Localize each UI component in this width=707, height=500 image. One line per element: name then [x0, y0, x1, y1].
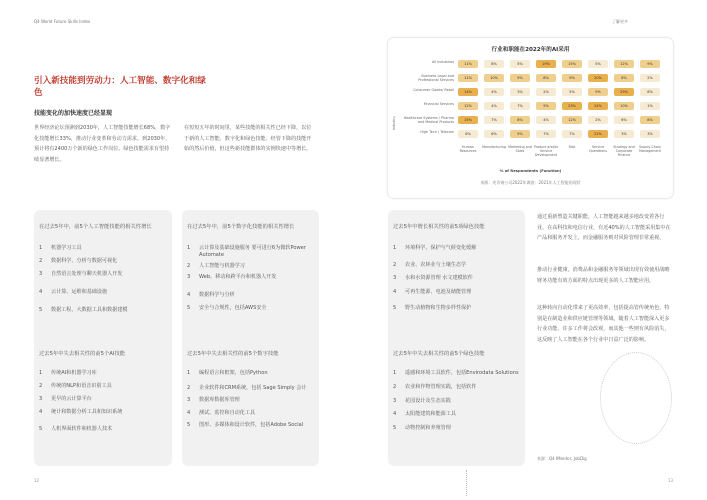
heatmap-cell: 3% — [510, 88, 530, 96]
list-item: 2 人工智能与机器学习 — [187, 263, 245, 269]
row-label: All Industries — [431, 60, 454, 64]
heatmap-cell: 11% — [458, 74, 478, 82]
ai-skills-card — [34, 210, 172, 466]
heatmap-cell: 8% — [536, 74, 556, 82]
heatmap-cell: 22% — [588, 130, 608, 138]
card-heading-gaining: 在过去5年中，前5个人工智能技能的相关性增长 — [39, 224, 152, 230]
column-label: Product and/or Service Development — [533, 145, 559, 157]
list-item: 1 云计算及基础设施服务 要可进行6为微软Power Automate — [187, 245, 306, 258]
row-label: Consumer Goods/ Retail — [413, 88, 454, 92]
heatmap-cell: 12% — [458, 102, 478, 110]
green-skills-card — [388, 210, 525, 466]
column-label: Strategy and Corporate Finance — [613, 145, 635, 157]
card-heading-gaining: 过去5年中增长相关性的前5项绿色技能 — [393, 224, 485, 230]
heatmap-cell: 6% — [458, 130, 478, 138]
page-number-left: 12 — [34, 478, 40, 483]
right-paragraph-2: 推动行业健康，消费品和金融服务等领域出现有效使用战略财务功能有效方面的特点出现更多的人工智能应用。 — [537, 267, 670, 284]
intro-paragraph-2: 在短短五年的时间里，某些技能的相关性已经下降，以位于新的人工智能、数字化和绿色技能。经管下降的技能开始的然后价值，但这些新技能群体的实例快速中等增长。 — [184, 125, 312, 152]
heatmap-cell: 14% — [458, 88, 478, 96]
list-item: 5 野生动植物和生物多样性保护 — [393, 305, 472, 311]
list-item: 1 编程语言和框架，包括Python — [187, 370, 268, 376]
heatmap-cell: 5% — [562, 88, 582, 96]
heatmap-cell: 6% — [640, 88, 660, 96]
card-heading-gaining: 在过去5年中，前5个数字化技能的相关性增长 — [187, 224, 295, 230]
list-item: 5 安全与合规性，包括AWS安全 — [187, 305, 267, 311]
heatmap-cell: 12% — [562, 116, 582, 124]
heatmap-cell: 20% — [588, 74, 608, 82]
heatmap-cell: 3% — [614, 130, 634, 138]
heatmap-cell: 2% — [536, 88, 556, 96]
heatmap-cell: 1% — [640, 102, 660, 110]
skills-list-gaining — [187, 245, 315, 312]
list-item: 3 水和水资源管理 水文建模软件 — [393, 275, 473, 281]
heatmap-cell: 4% — [536, 116, 556, 124]
heatmap-cell: 5% — [588, 60, 608, 68]
right-paragraph-3: 这种转向自动化带来了更高效率，包括提高管传统角色，特别是在制造业和供应链管理等领域。随着人工智能深入更多行业功能，许多工作将会改观，而其他一些则有风险消失，这反映了人工智能在各个行业中日益广泛的影响。 — [537, 305, 670, 343]
chart-title: 行业和职能在2022年的AI采用 — [491, 47, 570, 53]
heatmap-cell: 2% — [588, 116, 608, 124]
row-label: Business Legal and Professional Services — [418, 74, 454, 82]
page-number-right: 13 — [668, 478, 674, 483]
heatmap-cell: 15% — [458, 116, 478, 124]
column-label: Risk — [568, 145, 576, 149]
heatmap-cell: 10% — [614, 102, 634, 110]
list-item: 1 机器学习工具 — [39, 245, 82, 251]
list-item: 2 农业和作物管理实践，包括软件 — [393, 384, 477, 390]
list-item: 1 遥感和环境工具软件，包括Envirodata Solutions — [393, 370, 519, 376]
heatmap-cell: 4% — [484, 88, 504, 96]
list-item: 1 传统AI和机器学习库 — [39, 370, 97, 376]
column-label: Marketing and Sales — [508, 145, 532, 153]
intro-paragraph-1: 世界经济论坛预测到2030年，人工智能技能增长68%，数字化技能增长33%，推动行业变革和劳动力需求。到2030年，预计将有2400万个新的绿色工作岗位。绿色技能需求有望持续显著增长。 — [34, 125, 171, 163]
heatmap-cell: 24% — [588, 102, 608, 110]
heatmap-cell: 10% — [484, 74, 504, 82]
skills-list-losing — [187, 370, 315, 429]
row-label: Financial Services — [423, 102, 454, 106]
heatmap-cell: 15% — [562, 60, 582, 68]
list-item: 3 自然语言处理与聊天机器人开发 — [39, 271, 123, 277]
list-item: 4 可再生能源、电池及储能管理 — [393, 289, 472, 295]
heatmap-cell: 9% — [510, 74, 530, 82]
x-axis-label: % of Respondents (Function) — [499, 168, 562, 173]
list-item: 4 数据科学与分析 — [187, 292, 235, 298]
list-item: 5 人机界面软件和机器人技术 — [39, 426, 113, 432]
list-item: 5 数据工程、大数据工具和数据建模 — [39, 307, 128, 313]
heatmap-cell: 6% — [614, 116, 634, 124]
heatmap-cell: 5% — [510, 60, 530, 68]
column-label: Service Operations — [588, 145, 608, 153]
heatmap-cell: 19% — [536, 60, 556, 68]
heatmap-cell: 7% — [562, 130, 582, 138]
running-head-right: 了解更多 — [612, 19, 628, 24]
row-label: Healthcare Systems / Pharma and Medical Products — [403, 116, 454, 124]
heatmap-cell: 29% — [614, 88, 634, 96]
skills-list-losing — [393, 370, 521, 432]
heatmap-cell: 9% — [562, 74, 582, 82]
heatmap-cell: 2% — [640, 74, 660, 82]
list-item: 3 Web、移动和跨平台和机器人开发 — [187, 274, 277, 280]
column-label: Human Resources — [459, 145, 477, 153]
y-axis-label: Industry — [392, 116, 396, 130]
column-label: Manufacturing — [482, 145, 506, 149]
list-item: 4 统计和数据分析工具和知识系统 — [39, 409, 123, 415]
heatmap-cell: 8% — [614, 74, 634, 82]
card-heading-losing: 过去5年中失去相关性的前5个绿色技能 — [393, 351, 485, 357]
heatmap-cell: 7% — [484, 116, 504, 124]
right-source: 来源：Q4 IMentor, JobDig — [537, 456, 587, 461]
skills-list-gaining — [393, 245, 521, 312]
heatmap-cell: 4% — [484, 102, 504, 110]
digital-skills-card — [182, 210, 319, 466]
column-label: Supply-Chain Management — [639, 145, 661, 153]
skills-list-losing — [39, 370, 167, 433]
heatmap-cell: 8% — [510, 116, 530, 124]
section-subtitle: 技能变化的加快速度已经显现 — [34, 110, 113, 117]
list-item: 5 动物控制和养殖管理 — [393, 425, 451, 431]
right-paragraph-1: 通过重新塑造关键职能，人工智能越来越多地改变着各行业。在高科技和电信行业，有近40%的人工智能采用集中在产品和服务开发上，而金融服务则对风险管理非常重视。 — [537, 214, 671, 241]
decorative-dots — [466, 470, 467, 496]
card-heading-losing: 过去5年中失去相关性的前5个AI技能 — [39, 351, 126, 357]
list-item: 3 数据库数据库管理 — [187, 397, 240, 403]
heatmap-cell: 3% — [640, 130, 660, 138]
heatmap-cell: 9% — [510, 130, 530, 138]
list-item: 4 云计算、运维和基础设施 — [39, 289, 108, 295]
list-item: 2 企业软件和CRM系统，包括 Sage Simply 会计 — [187, 385, 307, 391]
page-title: 引入新技能到劳动力：人工智能、数字化和绿色 — [34, 76, 206, 98]
heatmap-cell: 23% — [562, 102, 582, 110]
list-item: 4 太阳能建筑和能源工具 — [393, 411, 456, 417]
card-heading-losing: 过去5年中失去相关性的前5个数字技能 — [187, 351, 279, 357]
chart-source: 来源：麦肯锡公司2022年调查：2021年人工智能的现状 — [480, 180, 581, 185]
heatmap-cell: 8% — [640, 116, 660, 124]
list-item: 5 图形、多媒体和设计软件，包括Adobe Social — [187, 422, 304, 428]
heatmap-cell: 9% — [588, 88, 608, 96]
heatmap-cell: 9% — [640, 60, 660, 68]
list-item: 2 数据科学、分析与数据可视化 — [39, 258, 118, 264]
list-item: 3 花园设计及生态实践 — [393, 398, 451, 404]
list-item: 2 传统的NLP和语音识别工具 — [39, 383, 112, 389]
heatmap-cell: 6% — [484, 130, 504, 138]
heatmap-cell: 11% — [458, 60, 478, 68]
heatmap-cell: 9% — [536, 102, 556, 110]
heatmap-cell: 7% — [510, 102, 530, 110]
ai-adoption-heatmap — [388, 38, 673, 198]
list-item: 3 更早的云计算平台 — [39, 396, 92, 402]
decorative-circle — [600, 352, 672, 444]
row-label: High Tech / Telecom — [420, 130, 454, 134]
list-item: 4 测试、监控和自动化工具 — [187, 410, 256, 416]
list-item: 2 农业、农林业与土壤生态学 — [393, 262, 467, 268]
heatmap-cell: 8% — [484, 60, 504, 68]
heatmap-cell: 7% — [536, 130, 556, 138]
skills-list-gaining — [39, 245, 167, 314]
heatmap-cell: 12% — [614, 60, 634, 68]
running-head-left: Q4 World Future Skills Index — [34, 19, 91, 24]
list-item: 1 环境科学、保护与气候变化缓解 — [393, 245, 477, 251]
